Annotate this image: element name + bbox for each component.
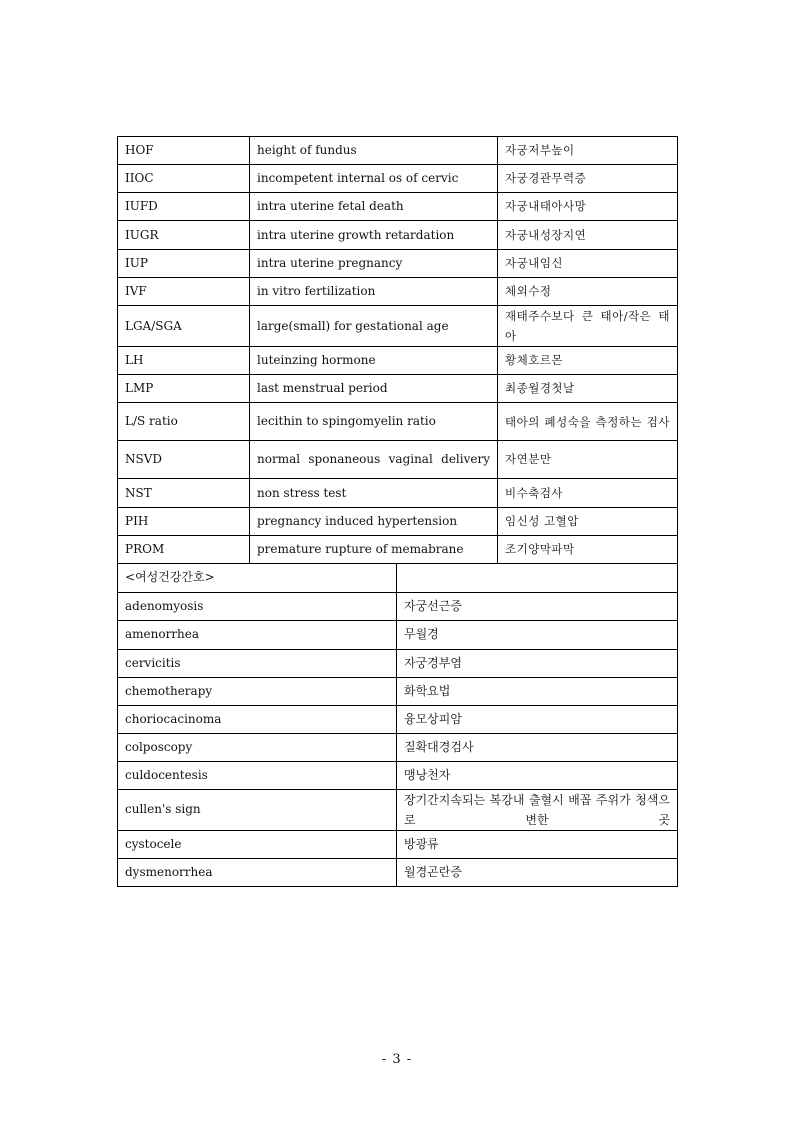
korean-cell: 최종월경첫날	[498, 375, 678, 403]
abbr-cell: IVF	[118, 278, 250, 306]
abbr-cell: LH	[118, 347, 250, 375]
table-row	[118, 733, 678, 761]
term-cell: cystocele	[118, 830, 397, 858]
korean-cell: 융모상피암	[397, 705, 678, 733]
english-cell: lecithin to spingomyelin ratio	[250, 403, 498, 441]
korean-cell: 조기양막파막	[498, 536, 678, 564]
table-row	[118, 677, 678, 705]
english-cell: pregnancy induced hypertension	[250, 508, 498, 536]
korean-cell: 자궁저부높이	[498, 137, 678, 165]
table-row	[118, 137, 678, 165]
english-cell: incompetent internal os of cervic	[250, 165, 498, 193]
korean-cell: 방광류	[397, 830, 678, 858]
section-title: <여성건강간호>	[118, 564, 397, 592]
term-cell: choriocacinoma	[118, 705, 397, 733]
abbr-cell: L/S ratio	[118, 403, 250, 441]
english-cell: last menstrual period	[250, 375, 498, 403]
english-cell: intra uterine pregnancy	[250, 250, 498, 278]
abbr-cell: LMP	[118, 375, 250, 403]
table-row	[118, 536, 678, 564]
section-header-row	[118, 564, 678, 592]
korean-cell: 장기간지속되는 복강내 출혈시 배꼽 주위가 청색으로 변한 곳	[397, 789, 678, 830]
korean-cell: 자궁경관무력증	[498, 165, 678, 193]
korean-cell: 재태주수보다 큰 태아/작은 태아	[498, 306, 678, 347]
korean-cell: 체외수정	[498, 278, 678, 306]
korean-cell: 맹낭천자	[397, 761, 678, 789]
glossary-table	[117, 564, 678, 887]
abbr-cell: PIH	[118, 508, 250, 536]
table-row	[118, 649, 678, 677]
english-cell: luteinzing hormone	[250, 347, 498, 375]
english-cell: intra uterine fetal death	[250, 193, 498, 221]
table-row	[118, 250, 678, 278]
english-cell: premature rupture of memabrane	[250, 536, 498, 564]
korean-cell: 비수축검사	[498, 479, 678, 508]
english-cell: in vitro fertilization	[250, 278, 498, 306]
table-row	[118, 508, 678, 536]
korean-cell: 화학요법	[397, 677, 678, 705]
table-row	[118, 705, 678, 733]
table-row	[118, 620, 678, 649]
abbr-cell: PROM	[118, 536, 250, 564]
term-cell: dysmenorrhea	[118, 858, 397, 886]
english-cell: intra uterine growth retardation	[250, 221, 498, 250]
table-row	[118, 789, 678, 830]
table-row	[118, 441, 678, 479]
abbr-cell: LGA/SGA	[118, 306, 250, 347]
korean-cell: 태아의 폐성숙을 측정하는 검사	[498, 403, 678, 441]
abbr-cell: NST	[118, 479, 250, 508]
abbr-cell: NSVD	[118, 441, 250, 479]
table-row	[118, 592, 678, 620]
term-cell: cervicitis	[118, 649, 397, 677]
table-row	[118, 403, 678, 441]
term-cell: cullen's sign	[118, 789, 397, 830]
korean-cell: 자궁선근증	[397, 592, 678, 620]
table-row	[118, 221, 678, 250]
table-row	[118, 347, 678, 375]
page-number: - 3 -	[381, 1052, 413, 1067]
abbreviation-table	[117, 136, 678, 564]
english-cell: height of fundus	[250, 137, 498, 165]
korean-cell: 자궁내성장지연	[498, 221, 678, 250]
korean-cell: 자궁경부염	[397, 649, 678, 677]
table-row	[118, 193, 678, 221]
table-row	[118, 278, 678, 306]
korean-cell: 무월경	[397, 620, 678, 649]
abbr-cell: IUFD	[118, 193, 250, 221]
table-row	[118, 479, 678, 508]
table-row	[118, 830, 678, 858]
abbr-cell: IUGR	[118, 221, 250, 250]
term-cell: chemotherapy	[118, 677, 397, 705]
term-cell: culdocentesis	[118, 761, 397, 789]
korean-cell: 황체호르몬	[498, 347, 678, 375]
abbr-cell: HOF	[118, 137, 250, 165]
korean-cell: 월경곤란증	[397, 858, 678, 886]
english-cell: non stress test	[250, 479, 498, 508]
english-cell: normal sponaneous vaginal delivery	[250, 441, 498, 479]
korean-cell: 자연분만	[498, 441, 678, 479]
table-row	[118, 165, 678, 193]
korean-cell: 임신성 고혈압	[498, 508, 678, 536]
term-cell: amenorrhea	[118, 620, 397, 649]
table-row	[118, 858, 678, 886]
abbr-cell: IUP	[118, 250, 250, 278]
term-cell: colposcopy	[118, 733, 397, 761]
english-cell: large(small) for gestational age	[250, 306, 498, 347]
table-row	[118, 306, 678, 347]
term-cell: adenomyosis	[118, 592, 397, 620]
table-row	[118, 375, 678, 403]
abbr-cell: IIOC	[118, 165, 250, 193]
korean-cell: 자궁내임신	[498, 250, 678, 278]
table-row	[118, 761, 678, 789]
korean-cell: 질확대경검사	[397, 733, 678, 761]
korean-cell: 자궁내태아사망	[498, 193, 678, 221]
section-empty-cell	[397, 564, 678, 592]
